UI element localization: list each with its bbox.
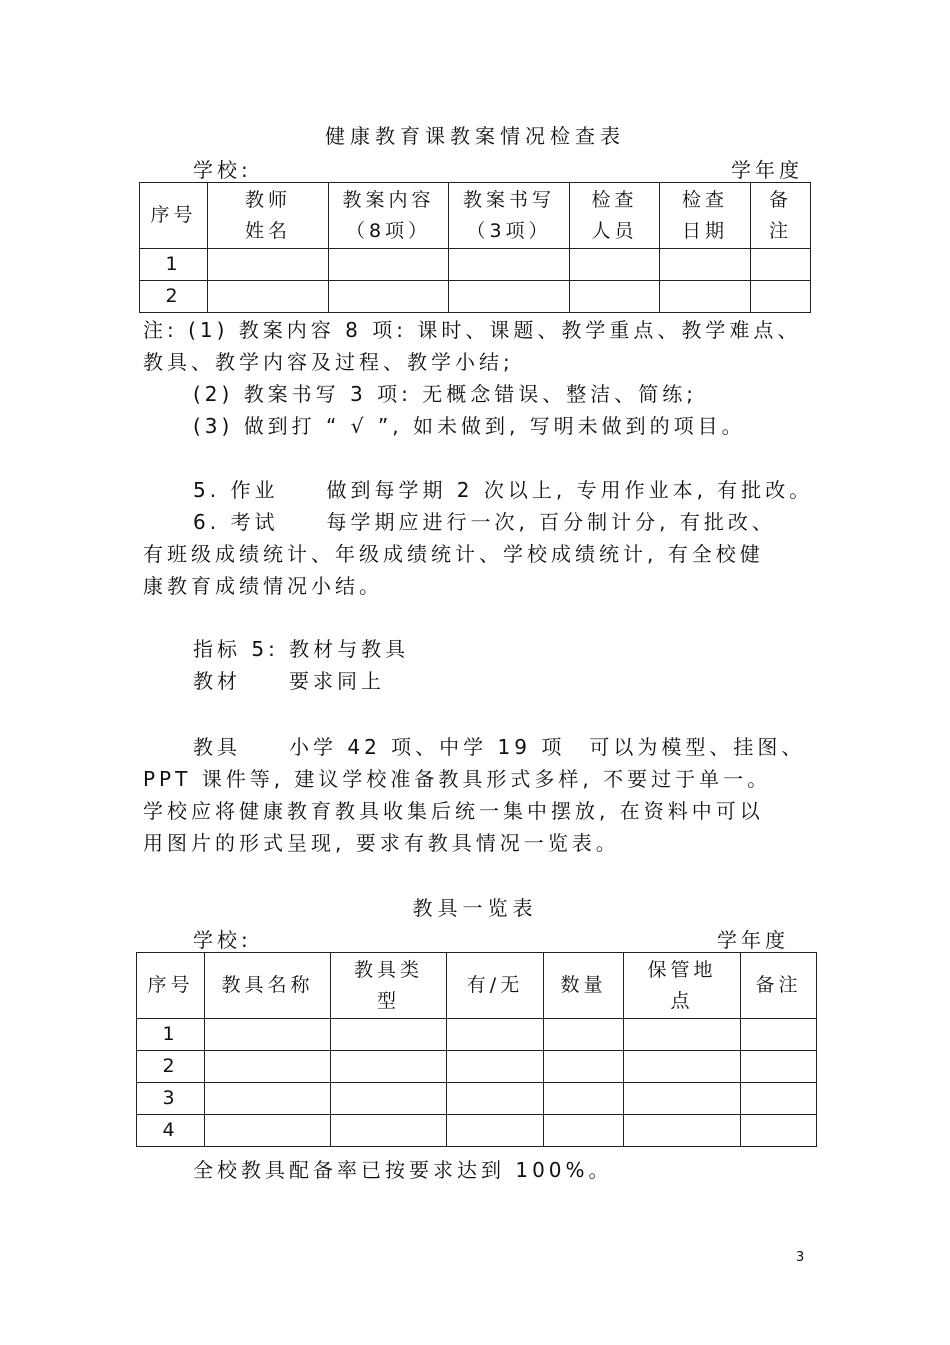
- table1-empty-cell: [570, 249, 660, 281]
- table1-header-cell: [449, 183, 570, 249]
- table2-title: 教具一览表: [412, 896, 538, 920]
- table1-header-text: 姓名: [244, 219, 291, 242]
- table1-header-text: 日期: [681, 219, 728, 242]
- table2-header-text: 教具类: [353, 958, 423, 981]
- table2-empty-cell: [544, 1051, 624, 1083]
- table2-empty-cell: [624, 1083, 741, 1115]
- table1-header-text: 教案书写: [462, 188, 555, 211]
- table1-header-text: 人员: [591, 219, 638, 242]
- homework-paragraph: 5. 作业 做到每学期 2 次以上, 专用作业本, 有批改。: [193, 478, 814, 502]
- table1-row: [140, 281, 811, 313]
- table1-empty-cell: [751, 249, 811, 281]
- table2-empty-cell: [741, 1115, 817, 1147]
- table1-school-label: 学校:: [193, 158, 252, 182]
- table2-header-text: 有/无: [466, 974, 524, 996]
- aids-line-2: PPT 课件等, 建议学校准备教具形式多样, 不要过于单一。: [143, 767, 772, 791]
- table2-empty-cell: [544, 1083, 624, 1115]
- table1-header-text: 序号: [150, 204, 197, 226]
- exam-line-1: 6. 考试 每学期应进行一次, 百分制计分, 有批改、: [193, 510, 776, 534]
- table1-header-cell: [751, 183, 811, 249]
- table2-header-cell: [544, 953, 624, 1019]
- closing-statement: 全校教具配备率已按要求达到 100%。: [193, 1158, 613, 1182]
- aids-line-1: 教具 小学 42 项、中学 19 项 可以为模型、挂图、: [193, 735, 806, 759]
- textbook-line: 教材 要求同上: [193, 669, 385, 693]
- table2-empty-cell: [331, 1083, 447, 1115]
- table1-header-cell: [660, 183, 751, 249]
- table2-header-cell: [447, 953, 544, 1019]
- table1-empty-cell: [329, 249, 449, 281]
- table2-empty-cell: [741, 1083, 817, 1115]
- table1-row-number: 1: [140, 249, 208, 281]
- table1-header-text: 检查: [591, 188, 638, 211]
- table1-year-label: 学年度: [731, 158, 803, 182]
- note-line-1: 注: (1) 教案内容 8 项: 课时、课题、教学重点、教学难点、: [143, 318, 802, 342]
- table2-header-text: 备注: [755, 974, 802, 996]
- aids-line-3: 学校应将健康教育教具收集后统一集中摆放, 在资料中可以: [143, 799, 764, 823]
- table2-row: [137, 1115, 817, 1147]
- table2-row-number: 2: [137, 1051, 205, 1083]
- table2-empty-cell: [741, 1019, 817, 1051]
- table2-school-label: 学校:: [193, 928, 252, 952]
- table1-empty-cell: [329, 281, 449, 313]
- table2-header-cell: [205, 953, 331, 1019]
- table1-title: 健康教育课教案情况检查表: [325, 124, 625, 148]
- table2-header-cell: [624, 953, 741, 1019]
- table2-row: [137, 1083, 817, 1115]
- table1-empty-cell: [208, 281, 329, 313]
- table2-empty-cell: [624, 1115, 741, 1147]
- table1-empty-cell: [660, 281, 751, 313]
- table2-empty-cell: [447, 1083, 544, 1115]
- table2-header-cell: [741, 953, 817, 1019]
- table1-header-cell: [208, 183, 329, 249]
- table2-empty-cell: [544, 1019, 624, 1051]
- table2-header-text: 保管地: [647, 958, 717, 981]
- table2-row-number: 1: [137, 1019, 205, 1051]
- table2-row: [137, 1051, 817, 1083]
- lesson-plan-check-table: [139, 182, 811, 313]
- table2-empty-cell: [205, 1051, 331, 1083]
- table2-header-cell: [137, 953, 205, 1019]
- table1-header-text: 注: [768, 219, 792, 242]
- indicator-heading: 指标 5: 教材与教具: [193, 637, 410, 661]
- table1-empty-cell: [449, 281, 570, 313]
- exam-line-2: 有班级成绩统计、年级成绩统计、学校成绩统计, 有全校健: [143, 542, 764, 566]
- table2-empty-cell: [205, 1019, 331, 1051]
- table2-empty-cell: [205, 1115, 331, 1147]
- table1-empty-cell: [751, 281, 811, 313]
- table1-empty-cell: [660, 249, 751, 281]
- table2-header-text: 数量: [560, 974, 607, 996]
- table1-header-text: （8项）: [345, 219, 432, 242]
- table2-header-cell: [331, 953, 447, 1019]
- table1-header-text: 教案内容: [342, 188, 435, 211]
- table1-header-text: （3项）: [466, 219, 552, 242]
- table2-header-text: 序号: [147, 974, 194, 996]
- table2-empty-cell: [205, 1083, 331, 1115]
- table2-empty-cell: [447, 1051, 544, 1083]
- table1-row: [140, 249, 811, 281]
- table1-row-number: 2: [140, 281, 208, 313]
- table1-empty-cell: [570, 281, 660, 313]
- table2-empty-cell: [624, 1051, 741, 1083]
- teaching-aids-table: [136, 952, 817, 1147]
- table2-empty-cell: [447, 1115, 544, 1147]
- note-line-2: 教具、教学内容及过程、教学小结;: [143, 350, 514, 374]
- table2-empty-cell: [331, 1115, 447, 1147]
- table1-header-text: 检查: [681, 188, 728, 211]
- table2-empty-cell: [741, 1051, 817, 1083]
- table2-empty-cell: [447, 1019, 544, 1051]
- table1-header-cell: [570, 183, 660, 249]
- table2-header-text: 型: [376, 989, 400, 1012]
- table1-empty-cell: [449, 249, 570, 281]
- table2-empty-cell: [331, 1019, 447, 1051]
- page-number: 3: [796, 1250, 805, 1265]
- table2-row: [137, 1019, 817, 1051]
- table1-header-cell: [140, 183, 208, 249]
- aids-line-4: 用图片的形式呈现, 要求有教具情况一览表。: [143, 831, 620, 855]
- table2-empty-cell: [624, 1019, 741, 1051]
- table2-row-number: 4: [137, 1115, 205, 1147]
- table2-row-number: 3: [137, 1083, 205, 1115]
- table1-header-text: 教师: [244, 188, 291, 211]
- table2-empty-cell: [331, 1051, 447, 1083]
- table1-header-text: 备: [768, 188, 792, 211]
- note-line-3: (2) 教案书写 3 项: 无概念错误、整洁、简练;: [193, 382, 697, 406]
- table2-empty-cell: [544, 1115, 624, 1147]
- table1-header-cell: [329, 183, 449, 249]
- exam-line-3: 康教育成绩情况小结。: [143, 574, 383, 598]
- note-line-4: (3) 做到打 “ √ ”, 如未做到, 写明未做到的项目。: [193, 414, 746, 438]
- table2-header-text: 点: [670, 989, 694, 1012]
- table1-empty-cell: [208, 249, 329, 281]
- table2-header-text: 教具名称: [221, 974, 314, 996]
- table2-year-label: 学年度: [717, 928, 789, 952]
